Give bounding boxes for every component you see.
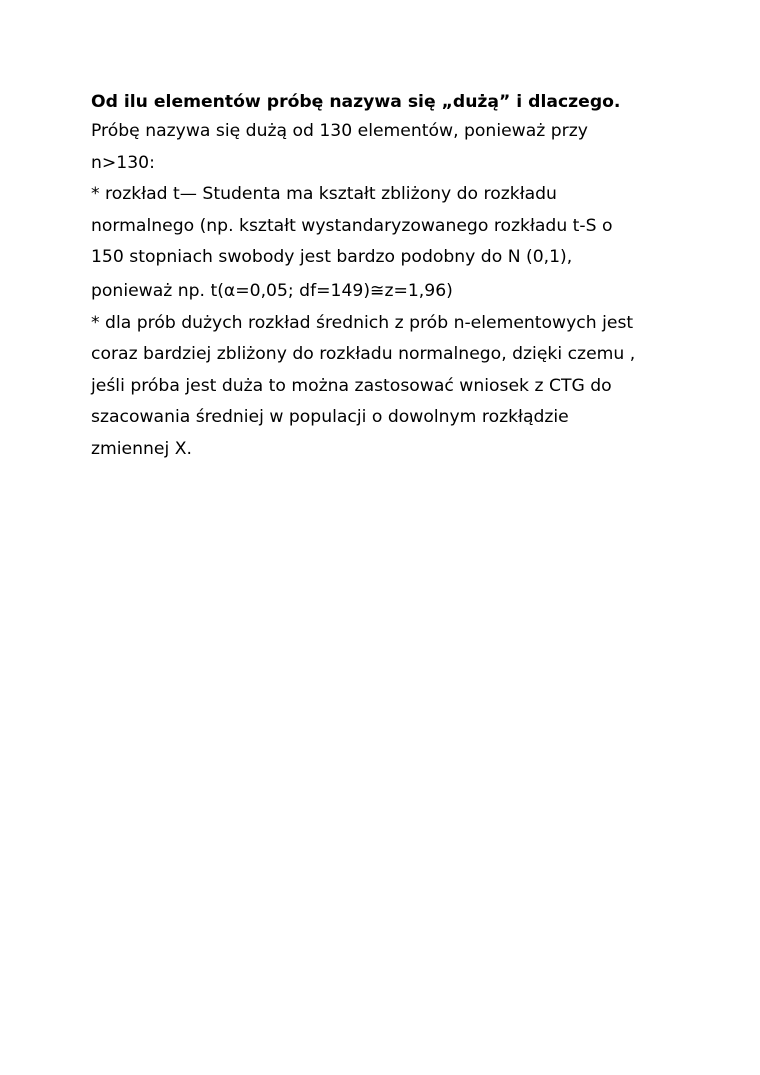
text-line: Próbę nazywa się dużą od 130 elementów, ponieważ przy [91,121,588,141]
text-line: jeśli próba jest duża to można zastosować wniosek z CTG do [91,375,612,396]
document-body [91,88,691,465]
text-line: szacowania średniej w populacji o dowolnym rozkłądzie [91,407,569,427]
text-line: ponieważ np. t(α=0,05; df=149)≅z=1,96) [91,280,453,301]
text-line: 150 stopniach swobody jest bardzo podobny do N (0,1), [91,247,573,267]
text-line: * rozkład t— Studenta ma kształt zbliżony do rozkładu [91,184,557,204]
text-line: coraz bardziej zbliżony do rozkładu normalnego, dzięki czemu , [91,344,636,364]
text-line: zmiennej X. [91,438,192,459]
document-title: Od ilu elementów próbę nazywa się „dużą” i dlaczego. [91,92,621,112]
text-line: normalnego (np. kształt wystandaryzowanego rozkładu t-S o [91,215,613,236]
text-line: * dla prób dużych rozkład średnich z prób n-elementowych jest [91,312,634,333]
text-line: n>130: [91,152,155,173]
